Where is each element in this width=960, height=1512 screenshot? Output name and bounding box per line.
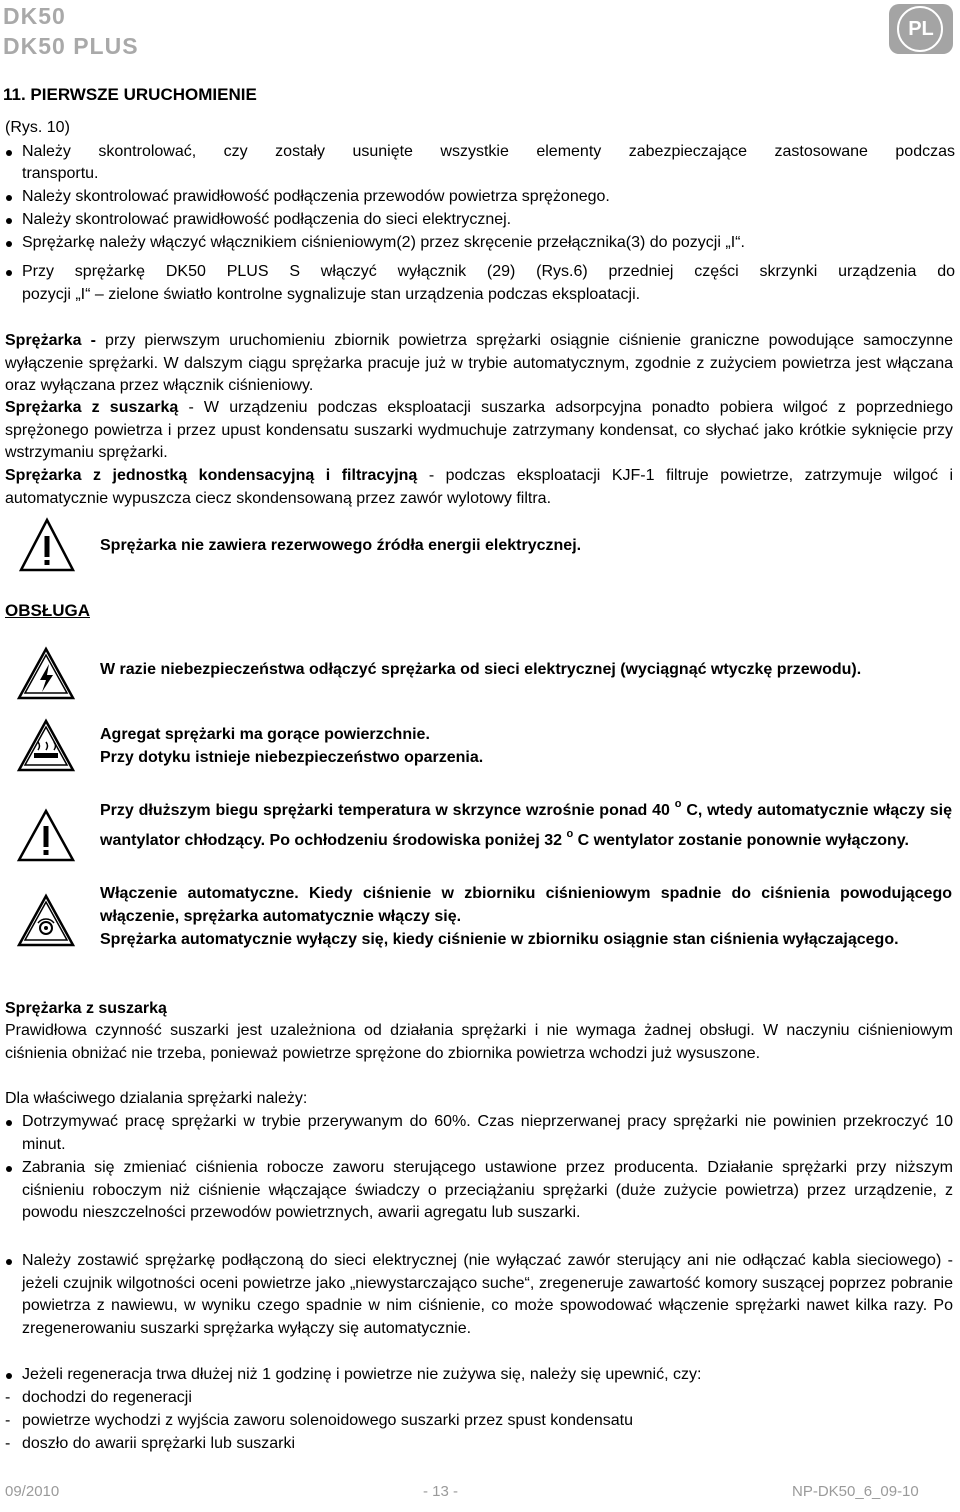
degree-mark: o — [566, 827, 574, 840]
bullet-dot — [6, 1373, 12, 1379]
operation-heading: OBSŁUGA — [5, 601, 90, 620]
startup-bullet-text: Należy skontrolować prawidłowość podłączenia przewodów powietrza sprężonego. — [22, 188, 610, 205]
dryer-section-intro: Dla właściwego dzialania sprężarki należy: — [5, 1090, 308, 1107]
hot-surface-line2: Przy dotyku istnieje niebezpieczeństwo oparzenia. — [100, 749, 484, 766]
electric-hazard-icon — [16, 646, 76, 701]
automatic-stop-warning: Sprężarka automatycznie wyłączy się, kiedy ciśnienie w zbiorniku osiągnie stan ciśnienia wyłączającego. — [100, 931, 899, 948]
automatic-start-warning: Włączenie automatyczne. Kiedy ciśnienie w zbiorniku ciśnieniowym spadnie do ciśnienia powodującego włączenie, sprężarka automatycznie włączy się. — [100, 885, 952, 925]
hot-surface-line1: Agregat sprężarki ma gorące powierzchnie. — [100, 726, 430, 743]
dryer-bullet-text: Jeżeli regeneracja trwa dłużej niż 1 godzinę i powietrze nie zużywa się, należy się upewnić, czy: — [22, 1366, 702, 1383]
dash-mark: - — [5, 1389, 11, 1406]
startup-bullet — [0, 186, 610, 209]
startup-bullet-text: Należy skontrolować prawidłowość podłączenia do sieci elektrycznej. — [22, 211, 512, 228]
no-reserve-warning: Sprężarka nie zawiera rezerwowego źródła energii elektrycznej. — [100, 537, 582, 554]
automatic-start-icon — [16, 893, 76, 948]
dash-item-text: powietrze wychodzi z wyjścia zaworu solenoidowego suszarki przez spust kondensatu — [22, 1412, 633, 1429]
compressor-text: przy pierwszym uruchomieniu zbiornik powietrza sprężarki osiągnie ciśnienie graniczne powodujące samoczynne wyłączenie sprężarki. W dalszym ciągu sprężarka pracuje już w trybie automatycznym, zgodnie z zużyciem powietrza jest włączana oraz wyłączana przez włącznik ciśnieniowy. — [5, 332, 953, 394]
startup-bullet — [0, 209, 511, 232]
warning-triangle-icon — [16, 808, 76, 863]
bullet-dot — [6, 1166, 12, 1172]
bullet-dot — [6, 195, 12, 201]
bullet-dot — [6, 218, 12, 224]
dryer-label: Sprężarka z suszarką — [5, 399, 179, 416]
startup-bullet-cont: transportu. — [22, 165, 99, 182]
filter-text: - podczas eksploatacji KJF-1 filtruje powietrze, zatrzymuje wilgoć i automatycznie wypuszcza ciecz skondensowaną przez zawór wylotowy filtra. — [5, 467, 954, 507]
bullet-dot — [6, 1259, 12, 1265]
startup-bullet-text: Sprężarkę należy włączyć włącznikiem ciśnieniowym(2) przez skręcenie przełącznika(3) do pozycji „I“. — [22, 234, 745, 251]
temperature-text-a: Przy dłuższym biegu sprężarki temperatura w skrzynce wzrośnie ponad 40 — [100, 802, 675, 819]
header-model: DK50 — [3, 3, 66, 29]
startup-bullet-text: Przy sprężarkę DK50 PLUS S włączyć wyłącznik (29) (Rys.6) przedniej części skrzynki urządzenia do — [22, 263, 955, 280]
dryer-paragraph — [5, 397, 953, 465]
figure-reference: (Rys. 10) — [5, 119, 70, 136]
dryer-bullet — [0, 1250, 953, 1340]
footer-document-id: NP-DK50_6_09-10 — [792, 1483, 919, 1500]
bullet-dot — [6, 270, 12, 276]
language-badge — [889, 4, 953, 54]
dryer-bullet — [0, 1157, 953, 1225]
electric-warning: W razie niebezpieczeństwa odłączyć sprężarka od sieci elektrycznej (wyciągnąć wtyczkę przewodu). — [100, 661, 862, 678]
startup-bullet — [0, 232, 745, 255]
startup-bullet-cont: pozycji „I“ – zielone światło kontrolne sygnalizuje stan urządzenia podczas eksploatacji. — [22, 286, 641, 303]
dash-item — [5, 1387, 192, 1410]
language-badge-label: PL — [908, 18, 934, 40]
compressor-paragraph — [5, 330, 953, 398]
dryer-bullet — [0, 1364, 953, 1387]
startup-bullet — [0, 261, 955, 284]
dryer-bullet-text: Dotrzymywać pracę sprężarki w trybie przerywanym do 60%. Czas nieprzerwanej pracy sprężarki nie powinien przekroczyć 10 minut. — [22, 1113, 953, 1153]
filter-label: Sprężarka z jednostką kondensacyjną i filtracyjną — [5, 467, 418, 484]
dryer-bullet — [0, 1111, 953, 1156]
startup-bullet — [0, 141, 955, 164]
temperature-text-b: C, wtedy automatycznie włączy się wantylator chłodzący. Po ochłodzeniu środowiska poniżej 32 — [100, 802, 952, 849]
startup-bullet-text: Należy skontrolować, czy zostały usunięte wszystkie elementy zabezpieczające zastosowane podczas — [22, 143, 955, 160]
section-title: 11. PIERWSZE URUCHOMIENIE — [3, 85, 257, 104]
dash-item — [5, 1433, 295, 1456]
warning-triangle-icon — [18, 517, 76, 573]
header-model-plus: DK50 PLUS — [3, 33, 139, 59]
bullet-dot — [6, 150, 12, 156]
filter-paragraph — [5, 465, 953, 510]
compressor-label: Sprężarka - — [5, 332, 96, 349]
dryer-text: - W urządzeniu podczas eksploatacji suszarka adsorpcyjna ponadto pobiera wilgoć z poprzedniego sprężonego powietrza i przez upust kondensatu suszarki wydmuchuje zatrzymany kondensat, co słychać jako krótkie syknięcie przy wstrzymaniu sprężarki. — [5, 399, 953, 461]
dryer-bullet-text: Zabrania się zmieniać ciśnienia robocze zaworu sterującego ustawione przez producenta. Działanie sprężarki przy niższym ciśnieniu roboczym niż ciśnienie włączające świadczy o przeciążaniu sprężarki (duże zużycie powietrza) przez urządzenie, z powodu nieszczelności przewodów powietrznych, awarii agregatu lub suszarki. — [22, 1159, 953, 1221]
hot-surface-icon — [16, 718, 76, 773]
bullet-dot — [6, 241, 12, 247]
dash-item-text: dochodzi do regeneracji — [22, 1389, 192, 1406]
footer-page-number: - 13 - — [423, 1483, 459, 1500]
bullet-dot — [6, 1120, 12, 1126]
dryer-section-title: Sprężarka z suszarką — [5, 1000, 167, 1017]
degree-mark: o — [674, 798, 682, 810]
dash-item-text: doszło do awarii sprężarki lub suszarki — [22, 1435, 295, 1452]
temperature-text-c: C wentylator zostanie ponownie wyłączony. — [573, 831, 909, 849]
dryer-section-paragraph: Prawidłowa czynność suszarki jest uzależniona od działania sprężarki i nie wymaga żadnej obsługi. W naczyniu ciśnieniowym ciśnienia obniżać nie trzeba, ponieważ powietrze sprężone do zbiornika powietrza wchodzi już wysuszone. — [5, 1022, 953, 1062]
dash-mark: - — [5, 1412, 11, 1429]
temperature-warning — [100, 793, 952, 852]
dash-mark: - — [5, 1435, 11, 1452]
footer-date: 09/2010 — [5, 1483, 60, 1500]
dash-item — [5, 1410, 633, 1433]
dryer-bullet-text: Należy zostawić sprężarkę podłączoną do sieci elektrycznej (nie wyłączać zawór sterujący ani nie odłączać kabla sieciowego) - jeżeli czujnik wilgotności oceni powietrze jako „niewystarczająco suche“, zregeneruje zawartość komory suszącej poprzez pobranie powietrza z nawiewu, w wyniku czego spadnie w nim ciśnienie, co może spowodować włączenie sprężarki nawet kilka razy. Po zregenerowaniu suszarki sprężarka wyłączy się automatycznie. — [22, 1252, 953, 1337]
